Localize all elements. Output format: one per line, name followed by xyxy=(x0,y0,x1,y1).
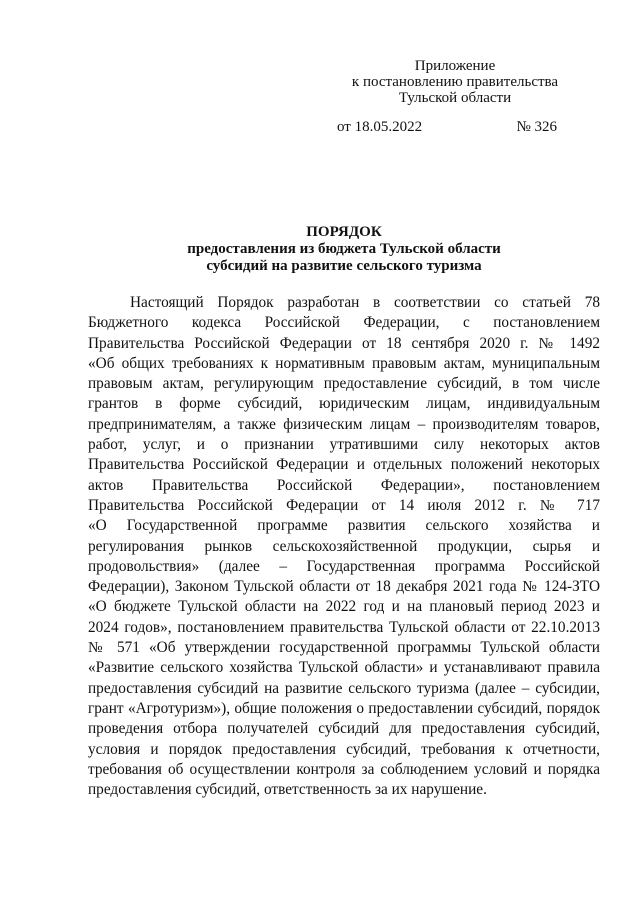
body-line: Правительства Российской Федерации от 14 июля 2012 г. № 717 xyxy=(88,496,600,514)
annex-title: Приложение xyxy=(414,58,496,74)
body-line: работ, услуг, и о признании утратившими силу некоторых актов xyxy=(88,436,600,454)
body-line: «Об общих требованиях к нормативным правовым актам, муниципальным xyxy=(88,354,600,372)
title-subtitle-line-2: субсидий на развитие сельского туризма xyxy=(206,258,482,274)
document-date: от 18.05.2022 xyxy=(337,119,423,135)
body-line: правовым актам, регулирующим предоставление субсидий, в том числе xyxy=(88,375,600,393)
body-line: Правительства Российской Федерации и отдельных положений некоторых xyxy=(88,456,600,474)
body-line: условия и порядок предоставления субсидий, требования к отчетности, xyxy=(88,740,600,758)
body-line: Бюджетного кодекса Российской Федерации, с постановлением xyxy=(88,314,600,332)
body-line: Федерации), Законом Тульской области от 18 декабря 2021 года № 124-ЗТО xyxy=(88,578,600,596)
body-line: «О бюджете Тульской области на 2022 год и на плановый период 2023 и xyxy=(88,598,600,616)
body-line: предоставления субсидий, ответственность за их нарушение. xyxy=(88,781,487,799)
body-line: регулирования рынков сельскохозяйственной продукции, сырья и xyxy=(88,537,600,555)
body-line: 2024 годов», постановлением правительства Тульской области от 22.10.2013 xyxy=(88,618,600,636)
body-line: продовольствия» (далее – Государственная программа Российской xyxy=(88,557,600,575)
body-line: грантов в форме субсидий, юридическим лицам, индивидуальным xyxy=(88,395,600,413)
body-line: № 571 «Об утверждении государственной программы Тульской области xyxy=(88,639,600,657)
body-line: требования об осуществлении контроля за соблюдением условий и порядка xyxy=(88,760,600,778)
annex-caption xyxy=(330,58,580,106)
body-line: проведения отбора получателей субсидий для предоставления субсидий, xyxy=(88,720,600,738)
body-line: Правительства Российской Федерации от 18 сентября 2020 г. № 1492 xyxy=(88,334,600,352)
body-line: предпринимателям, а также физическим лицам – производителям товаров, xyxy=(88,415,600,433)
document-number: № 326 xyxy=(516,119,557,135)
body-line: грант «Агротуризм»), общие положения о предоставлении субсидий, порядок xyxy=(88,699,600,717)
document-body-paragraph xyxy=(88,293,600,800)
body-line: «О Государственной программе развития сельского хозяйства и xyxy=(88,517,600,535)
annex-region: Тульской области xyxy=(398,90,512,106)
annex-reference: к постановлению правительства xyxy=(351,74,559,90)
body-line: Настоящий Порядок разработан в соответствии со статьей 78 xyxy=(130,294,600,311)
document-title xyxy=(88,224,600,275)
body-line: предоставления субсидий на развитие сельского туризма (далее – субсидии, xyxy=(88,679,600,697)
body-line: актов Правительства Российской Федерации», постановлением xyxy=(88,476,600,494)
title-subtitle-line-1: предоставления из бюджета Тульской области xyxy=(187,241,501,257)
body-line: «Развитие сельского хозяйства Тульской области» и устанавливают правила xyxy=(88,659,600,677)
title-heading: ПОРЯДОК xyxy=(306,224,382,240)
